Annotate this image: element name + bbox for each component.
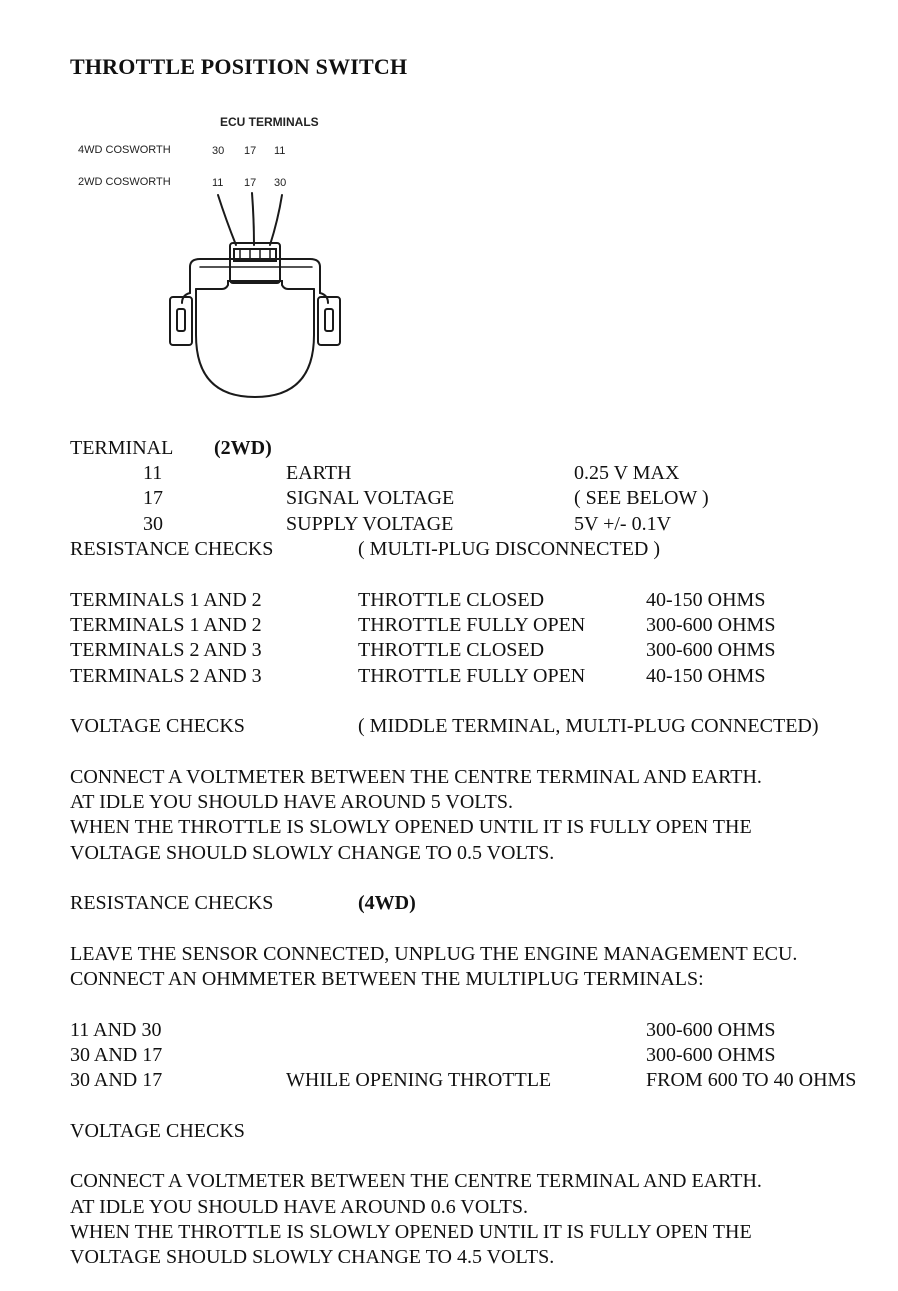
resistance-state: THROTTLE CLOSED [358,589,545,611]
instruction-line: LEAVE THE SENSOR CONNECTED, UNPLUG THE ENGINE MANAGEMENT ECU. [70,943,798,965]
diagram-pin: 30 [274,177,287,189]
resistance-value: 300-600 OHMS [646,639,776,661]
throttle-switch-connector-diagram [160,185,360,407]
diagram-heading: ECU TERMINALS [220,115,319,129]
resistance-terminals: TERMINALS 1 AND 2 [70,589,262,611]
resistance-value: 40-150 OHMS [646,589,766,611]
resistance-value: 300-600 OHMS [646,614,776,636]
resistance-header-4wd: RESISTANCE CHECKS [70,892,274,914]
diagram-pin: 11 [274,145,286,157]
diagram-pin: 17 [244,145,257,157]
resistance-terminals: 30 AND 17 [70,1069,163,1091]
wire-middle [252,193,254,245]
diagram-pin: 17 [244,177,257,189]
resistance-header: RESISTANCE CHECKS [70,538,274,560]
resistance-value: FROM 600 TO 40 OHMS [646,1069,857,1091]
terminal-number: 17 [143,487,163,509]
diagram-pin: 11 [212,177,224,189]
terminal-number: 11 [143,462,163,484]
resistance-terminals: TERMINALS 1 AND 2 [70,614,262,636]
terminal-name: EARTH [286,462,352,484]
instruction-line: VOLTAGE SHOULD SLOWLY CHANGE TO 0.5 VOLTS. [70,842,555,864]
instruction-line: WHEN THE THROTTLE IS SLOWLY OPENED UNTIL IT IS FULLY OPEN THE [70,816,752,838]
resistance-terminals: TERMINALS 2 AND 3 [70,665,262,687]
instruction-line: CONNECT AN OHMMETER BETWEEN THE MULTIPLUG TERMINALS: [70,968,704,990]
instruction-line: AT IDLE YOU SHOULD HAVE AROUND 0.6 VOLTS. [70,1196,528,1218]
instruction-line: CONNECT A VOLTMETER BETWEEN THE CENTRE TERMINAL AND EARTH. [70,1170,762,1192]
voltage-header: VOLTAGE CHECKS [70,715,245,737]
instruction-line: AT IDLE YOU SHOULD HAVE AROUND 5 VOLTS. [70,791,513,813]
terminal-name: SIGNAL VOLTAGE [286,487,455,509]
diagram-row-label-4wd: 4WD COSWORTH [78,144,171,156]
resistance-note: ( MULTI-PLUG DISCONNECTED ) [358,538,661,560]
voltage-header-4wd: VOLTAGE CHECKS [70,1120,245,1142]
wire-right [270,195,282,245]
resistance-value: 40-150 OHMS [646,665,766,687]
instruction-line: CONNECT A VOLTMETER BETWEEN THE CENTRE TERMINAL AND EARTH. [70,766,762,788]
resistance-state: THROTTLE FULLY OPEN [358,665,586,687]
diagram-row-label-2wd: 2WD COSWORTH [78,176,171,188]
page-title: THROTTLE POSITION SWITCH [70,54,408,79]
wire-left [218,195,236,245]
terminal-value: ( SEE BELOW ) [574,487,709,509]
terminal-tag-2wd: (2WD) [214,437,272,459]
resistance-terminals: 30 AND 17 [70,1044,163,1066]
mounting-tab-left [170,297,192,345]
instruction-line: VOLTAGE SHOULD SLOWLY CHANGE TO 4.5 VOLTS. [70,1246,555,1268]
resistance-terminals: TERMINALS 2 AND 3 [70,639,262,661]
resistance-tag-4wd: (4WD) [358,892,416,914]
resistance-state: WHILE OPENING THROTTLE [286,1069,552,1091]
resistance-value: 300-600 OHMS [646,1044,776,1066]
terminal-name: SUPPLY VOLTAGE [286,513,454,535]
terminal-header: TERMINAL [70,437,174,459]
mounting-tab-right [318,297,340,345]
instruction-line: WHEN THE THROTTLE IS SLOWLY OPENED UNTIL IT IS FULLY OPEN THE [70,1221,752,1243]
terminal-value: 5V +/- 0.1V [574,513,672,535]
diagram-pin: 30 [212,145,225,157]
switch-body [196,289,314,397]
resistance-terminals: 11 AND 30 [70,1019,162,1041]
resistance-state: THROTTLE FULLY OPEN [358,614,586,636]
resistance-state: THROTTLE CLOSED [358,639,545,661]
resistance-value: 300-600 OHMS [646,1019,776,1041]
terminal-value: 0.25 V MAX [574,462,680,484]
voltage-note: ( MIDDLE TERMINAL, MULTI-PLUG CONNECTED) [358,715,819,737]
terminal-number: 30 [143,513,163,535]
